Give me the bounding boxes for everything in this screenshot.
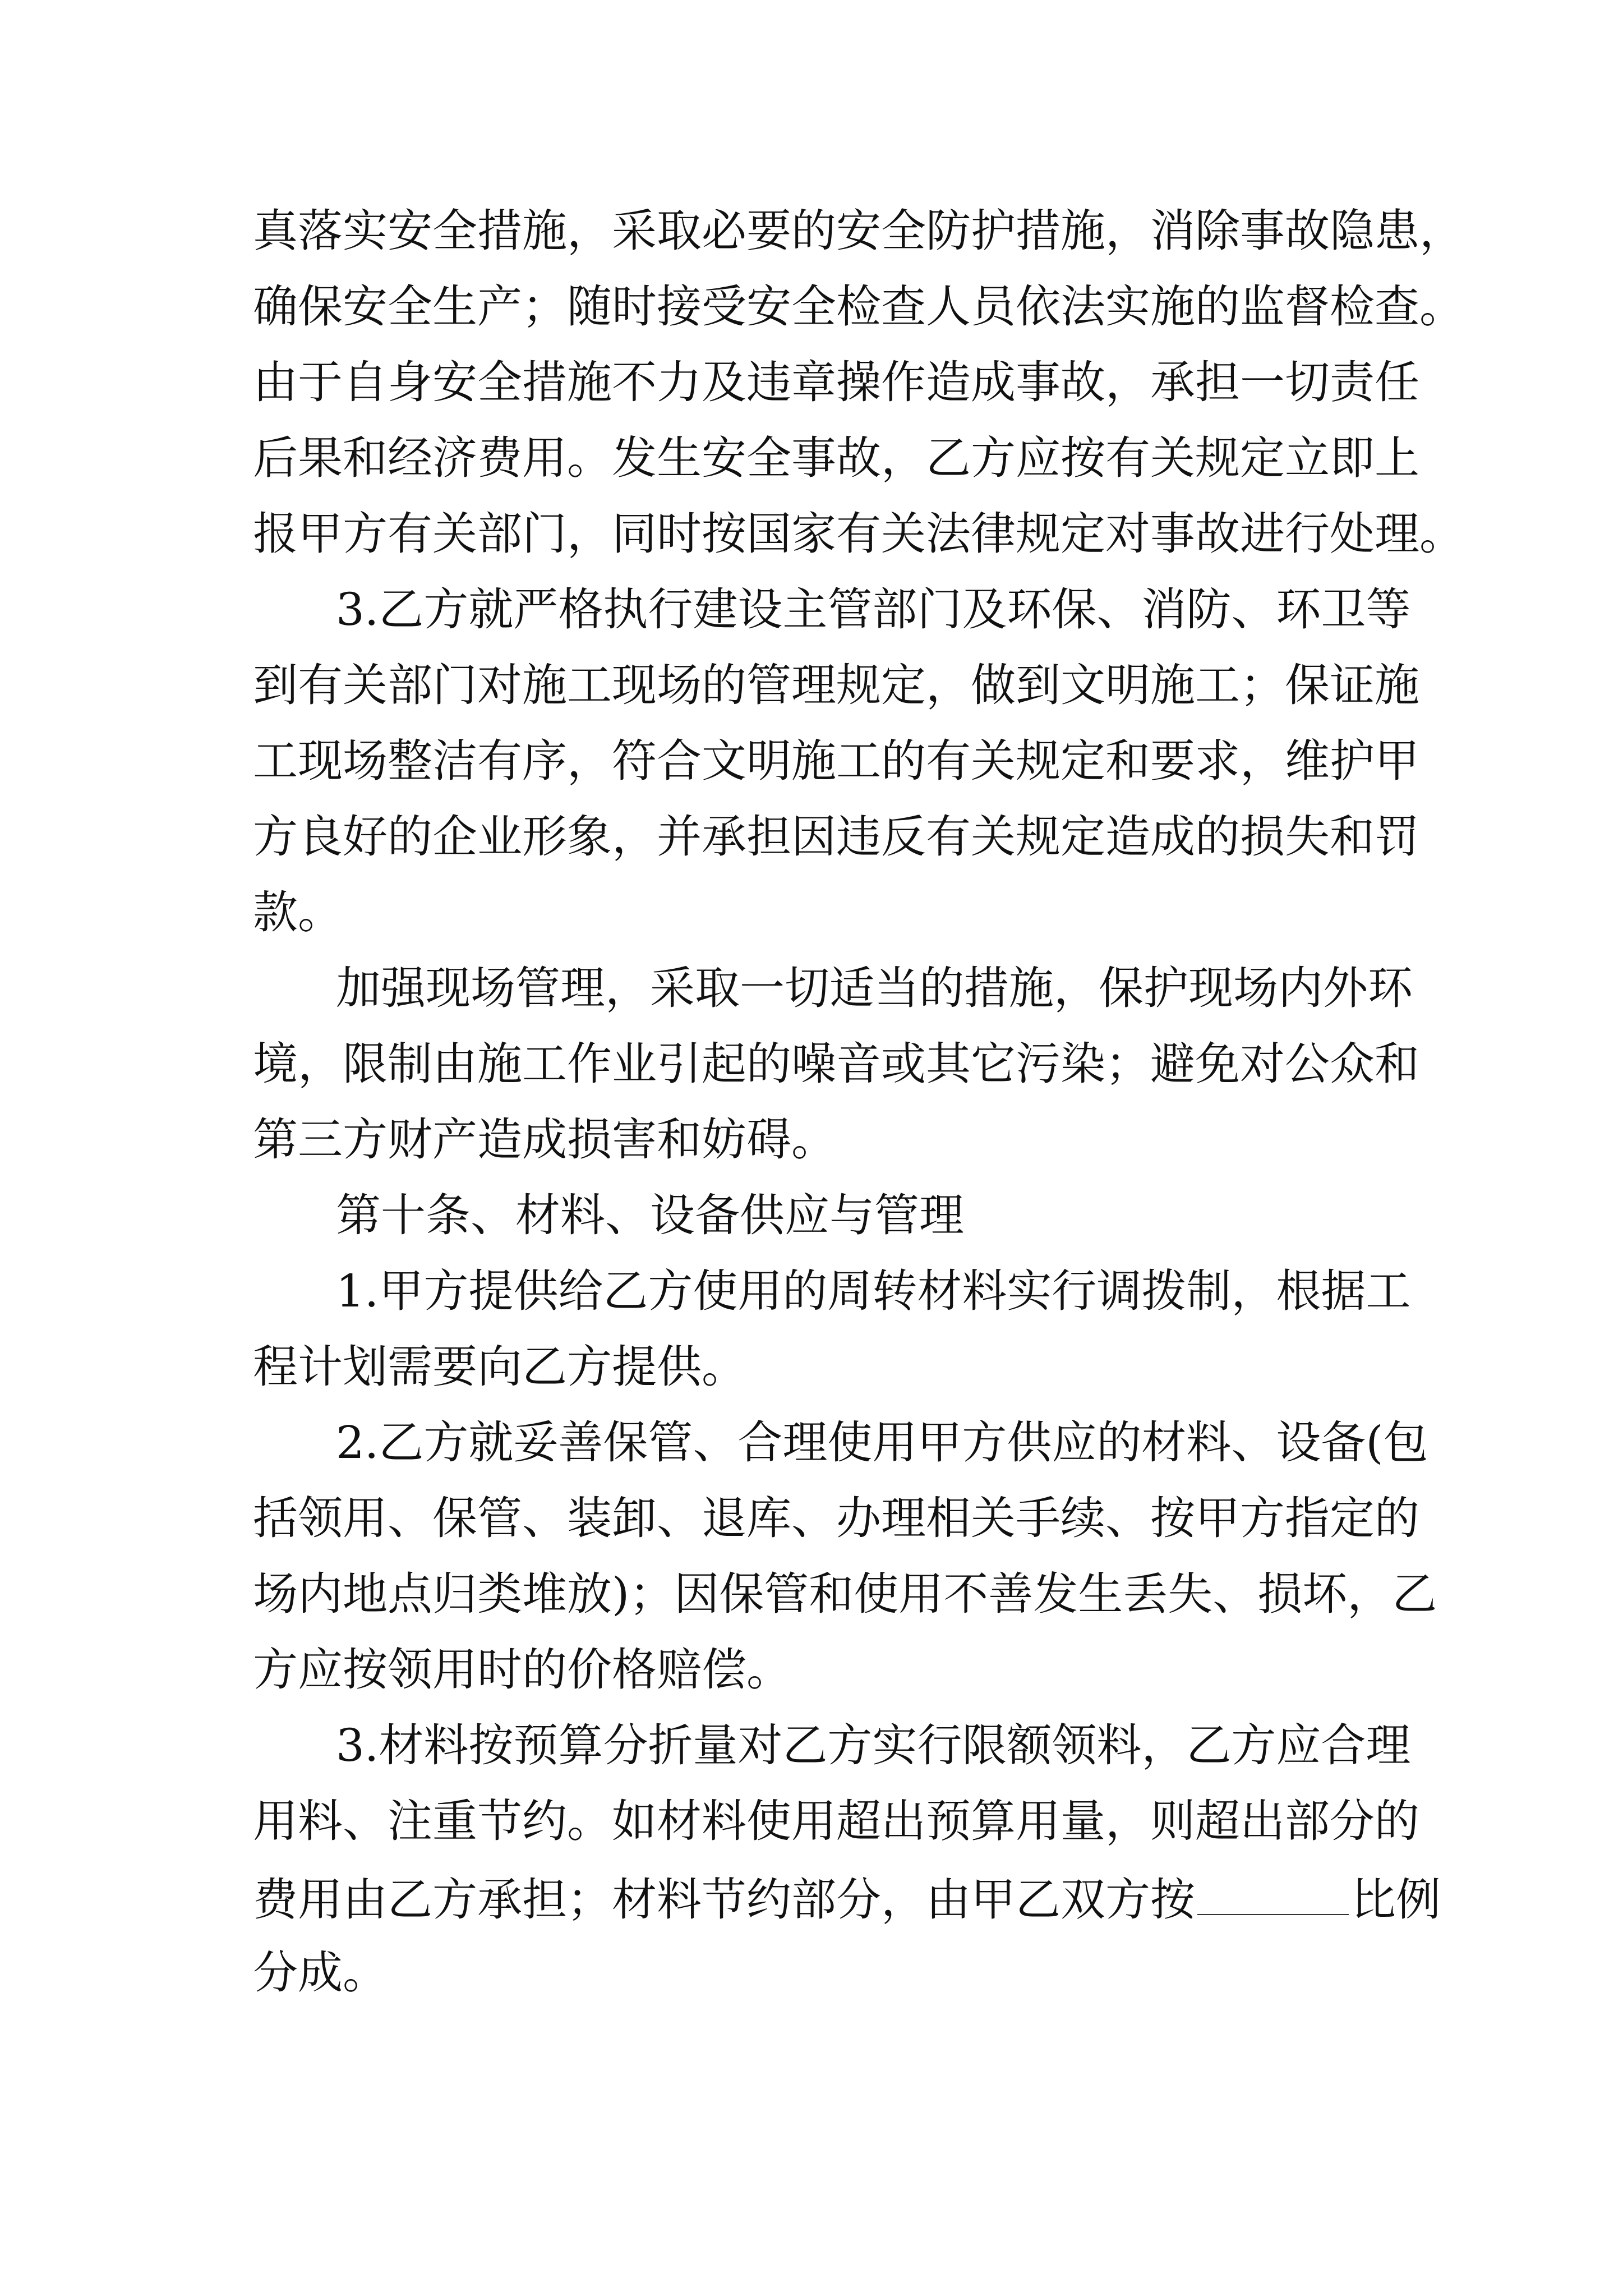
text-line: 括领用、保管、装卸、退库、办理相关手续、按甲方指定的	[253, 1492, 1419, 1544]
text-line: 第三方财产造成损害和妨碍。	[253, 1114, 836, 1166]
text-line: 款。	[253, 886, 343, 938]
text-line: 工现场整洁有序，符合文明施工的有关规定和要求，维护甲	[253, 735, 1419, 787]
text-line: 2.乙方就妥善保管、合理使用甲方供应的材料、设备(包	[336, 1416, 1428, 1469]
text-line: 真落实安全措施，采取必要的安全防护措施，消除事故隐患，	[253, 205, 1464, 257]
fill-in-blank[interactable]	[1197, 1869, 1349, 1915]
text-line: 到有关部门对施工现场的管理规定，做到文明施工；保证施	[253, 659, 1419, 711]
text-line: 后果和经济费用。发生安全事故，乙方应按有关规定立即上	[253, 432, 1419, 484]
text-line: 加强现场管理，采取一切适当的措施，保护现场内外环	[336, 962, 1413, 1014]
text-line: 用料、注重节约。如材料使用超出预算用量，则超出部分的	[253, 1795, 1419, 1847]
text-line: 报甲方有关部门，同时按国家有关法律规定对事故进行处理。	[253, 508, 1464, 560]
text-line: 3.材料按预算分折量对乙方实行限额领料，乙方应合理	[336, 1719, 1411, 1772]
text-line: 1.甲方提供给乙方使用的周转材料实行调拨制，根据工	[336, 1265, 1411, 1317]
text-line: 确保安全生产；随时接受安全检查人员依法实施的监督检查。	[253, 280, 1464, 333]
text-segment: 费用由乙方承担；材料节约部分，由甲乙双方按	[253, 1874, 1195, 1926]
text-line: 程计划需要向乙方提供。	[253, 1341, 746, 1393]
text-line-with-blank	[253, 1869, 1441, 1936]
text-line: 方良好的企业形象，并承担因违反有关规定造成的损失和罚	[253, 811, 1419, 863]
text-segment: 比例	[1351, 1874, 1441, 1926]
text-line: 方应按领用时的价格赔偿。	[253, 1644, 791, 1696]
text-line: 分成。	[253, 1947, 388, 1999]
text-line: 境，限制由施工作业引起的噪音或其它污染；避免对公众和	[253, 1038, 1419, 1090]
text-line: 场内地点归类堆放)；因保管和使用不善发生丢失、损坏，乙	[253, 1568, 1437, 1620]
section-heading: 第十条、材料、设备供应与管理	[336, 1189, 964, 1241]
text-line: 由于自身安全措施不力及违章操作造成事故，承担一切责任	[253, 356, 1419, 408]
text-line: 3.乙方就严格执行建设主管部门及环保、消防、环卫等	[336, 583, 1411, 636]
